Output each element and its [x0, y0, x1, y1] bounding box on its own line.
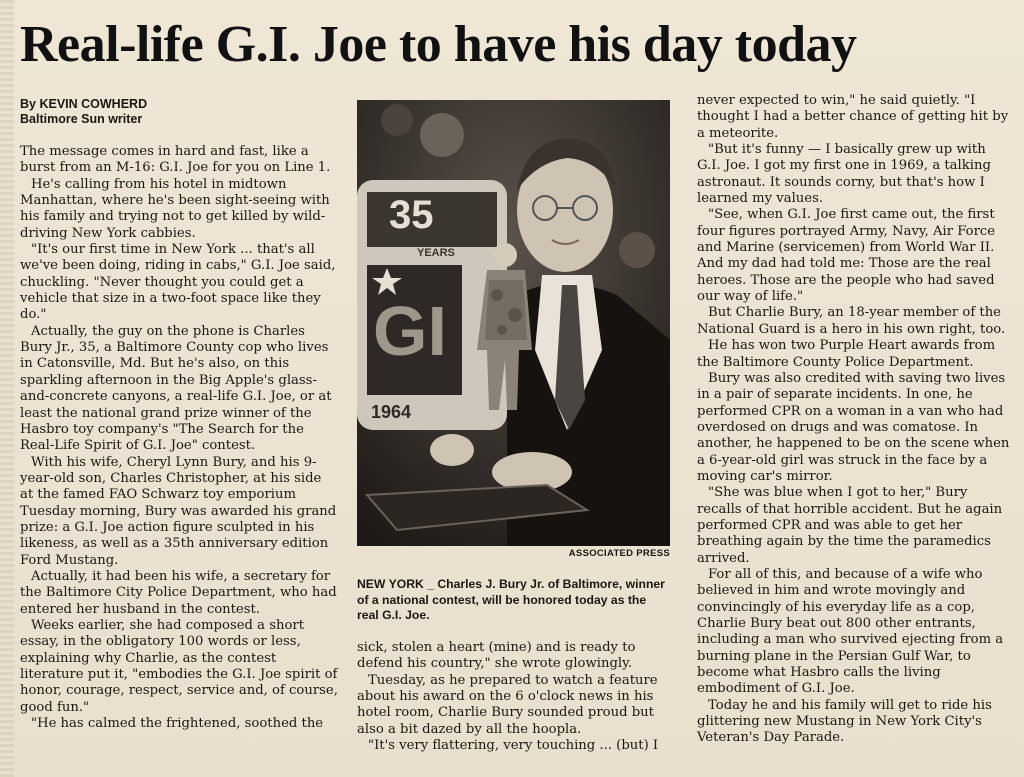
- sign-35: 35: [389, 193, 434, 237]
- sign-gi: GI: [373, 292, 447, 370]
- sign-1964: 1964: [371, 402, 412, 422]
- paragraph: He has won two Purple Heart awards from the Baltimore County Police Department.: [697, 338, 996, 370]
- paragraph: "It's our first time in New York ... that's all we've been doing, riding in cabs," G.I. Joe said, chuckling. "Never thought you could get a vehicle that size in a two-foot space like they do.": [20, 242, 336, 323]
- paragraph: "He has calmed the frightened, soothed the: [31, 716, 324, 732]
- paragraph: "See, when G.I. Joe first came out, the first four figures portrayed Army, Navy, Air Force and Marine (servicemen) from World War II. And my dad had told me: Those are the real heroes. Those are the people who had saved our way of life.": [697, 207, 996, 305]
- headline: Real-life G.I. Joe to have his day today: [20, 16, 857, 73]
- paragraph: For all of this, and because of a wife who believed in him and wrote movingly and convincingly of his everyday life as a cop, Charlie Bury beat out 800 other entrants, including a man who survived ejecting from a burning plane in the Persian Gulf War, to become what Hasbro calls the living embodiment of G.I. Joe.: [697, 566, 1004, 697]
- photo-illustration: [357, 100, 670, 546]
- byline-author: By KEVIN COWHERD: [20, 97, 148, 111]
- paragraph: Bury was also credited with saving two lives in a pair of separate incidents. In one, he performed CPR on a woman in a van who had overdosed on drugs and was comatose. In another, he happened to be on the scene when a 6-year-old girl was struck in the face by a moving car's mirror.: [697, 370, 1010, 484]
- paragraph: Today he and his family will get to ride his glittering new Mustang in New York City's Veteran's Day Parade.: [697, 697, 992, 746]
- byline: [20, 97, 350, 127]
- article-column-3: [697, 93, 1010, 747]
- paragraph: With his wife, Cheryl Lynn Bury, and his 9-year-old son, Charles Christopher, at his side at the famed FAO Schwarz toy emporium Tuesday morning, Bury was awarded his grand prize: a G.I. Joe action figure sculpted in his likeness, as well as a 35th anniversary edition Ford Mustang.: [20, 454, 337, 568]
- photo-credit: ASSOCIATED PRESS: [568, 548, 670, 559]
- paper-edge: [0, 0, 14, 777]
- paragraph: The message comes in hard and fast, like a burst from an M-16: G.I. Joe for you on Line 1.: [20, 144, 331, 176]
- sign-years: YEARS: [417, 247, 455, 259]
- paragraph: "But it's funny — I basically grew up with G.I. Joe. I got my first one in 1969, a talking astronaut. It sounds corny, but that's how I learned my values.: [697, 142, 991, 207]
- photo-caption: NEW YORK _ Charles J. Bury Jr. of Baltimore, winner of a national contest, will be honored today as the real G.I. Joe.: [357, 577, 665, 623]
- paragraph: He's calling from his hotel in midtown Manhattan, where he's been sight-seeing with his family and trying not to get killed by wild-driving New York cabbies.: [20, 176, 330, 241]
- paragraph: never expected to win," he said quietly. "I thought I had a better chance of getting hit by a meteorite.: [697, 93, 1009, 141]
- article-column-2: [357, 640, 669, 754]
- paragraph: "She was blue when I got to her," Bury recalls of that horrible accident. But he again performed CPR and was able to get her breathing again by the time the paramedics arrived.: [697, 485, 1003, 566]
- paragraph: Actually, it had been his wife, a secretary for the Baltimore City Police Department, who had entered her husband in the contest.: [20, 568, 337, 617]
- news-photo: [357, 100, 670, 546]
- paragraph: "It's very flattering, very touching ... (but) I: [368, 738, 659, 754]
- paragraph: But Charlie Bury, an 18-year member of the National Guard is a hero in his own right, too.: [697, 305, 1006, 337]
- paragraph: Weeks earlier, she had composed a short essay, in the obligatory 100 words or less, explaining why Charlie, as the contest literature put it, "embodies the G.I. Joe spirit of honor, courage, respect, service and, of course, good fun.": [20, 617, 338, 715]
- paragraph: sick, stolen a heart (mine) and is ready to defend his country," she wrote glowingly.: [357, 640, 636, 672]
- byline-outlet: Baltimore Sun writer: [20, 112, 143, 126]
- article-column-1: [20, 144, 338, 732]
- paragraph: Tuesday, as he prepared to watch a feature about his award on the 6 o'clock news in his hotel room, Charlie Bury sounded proud but also a bit dazed by all the hoopla.: [357, 672, 658, 737]
- paragraph: Actually, the guy on the phone is Charles Bury Jr., 35, a Baltimore County cop who lives in Catonsville, Md. But he's also, on this sparkling afternoon in the Big Apple's glass-and-concrete canyons, a real-life G.I. Joe, or at least the national grand prize winner of the Hasbro toy company's "The Search for the Real-Life Spirit of G.I. Joe" contest.: [20, 323, 332, 454]
